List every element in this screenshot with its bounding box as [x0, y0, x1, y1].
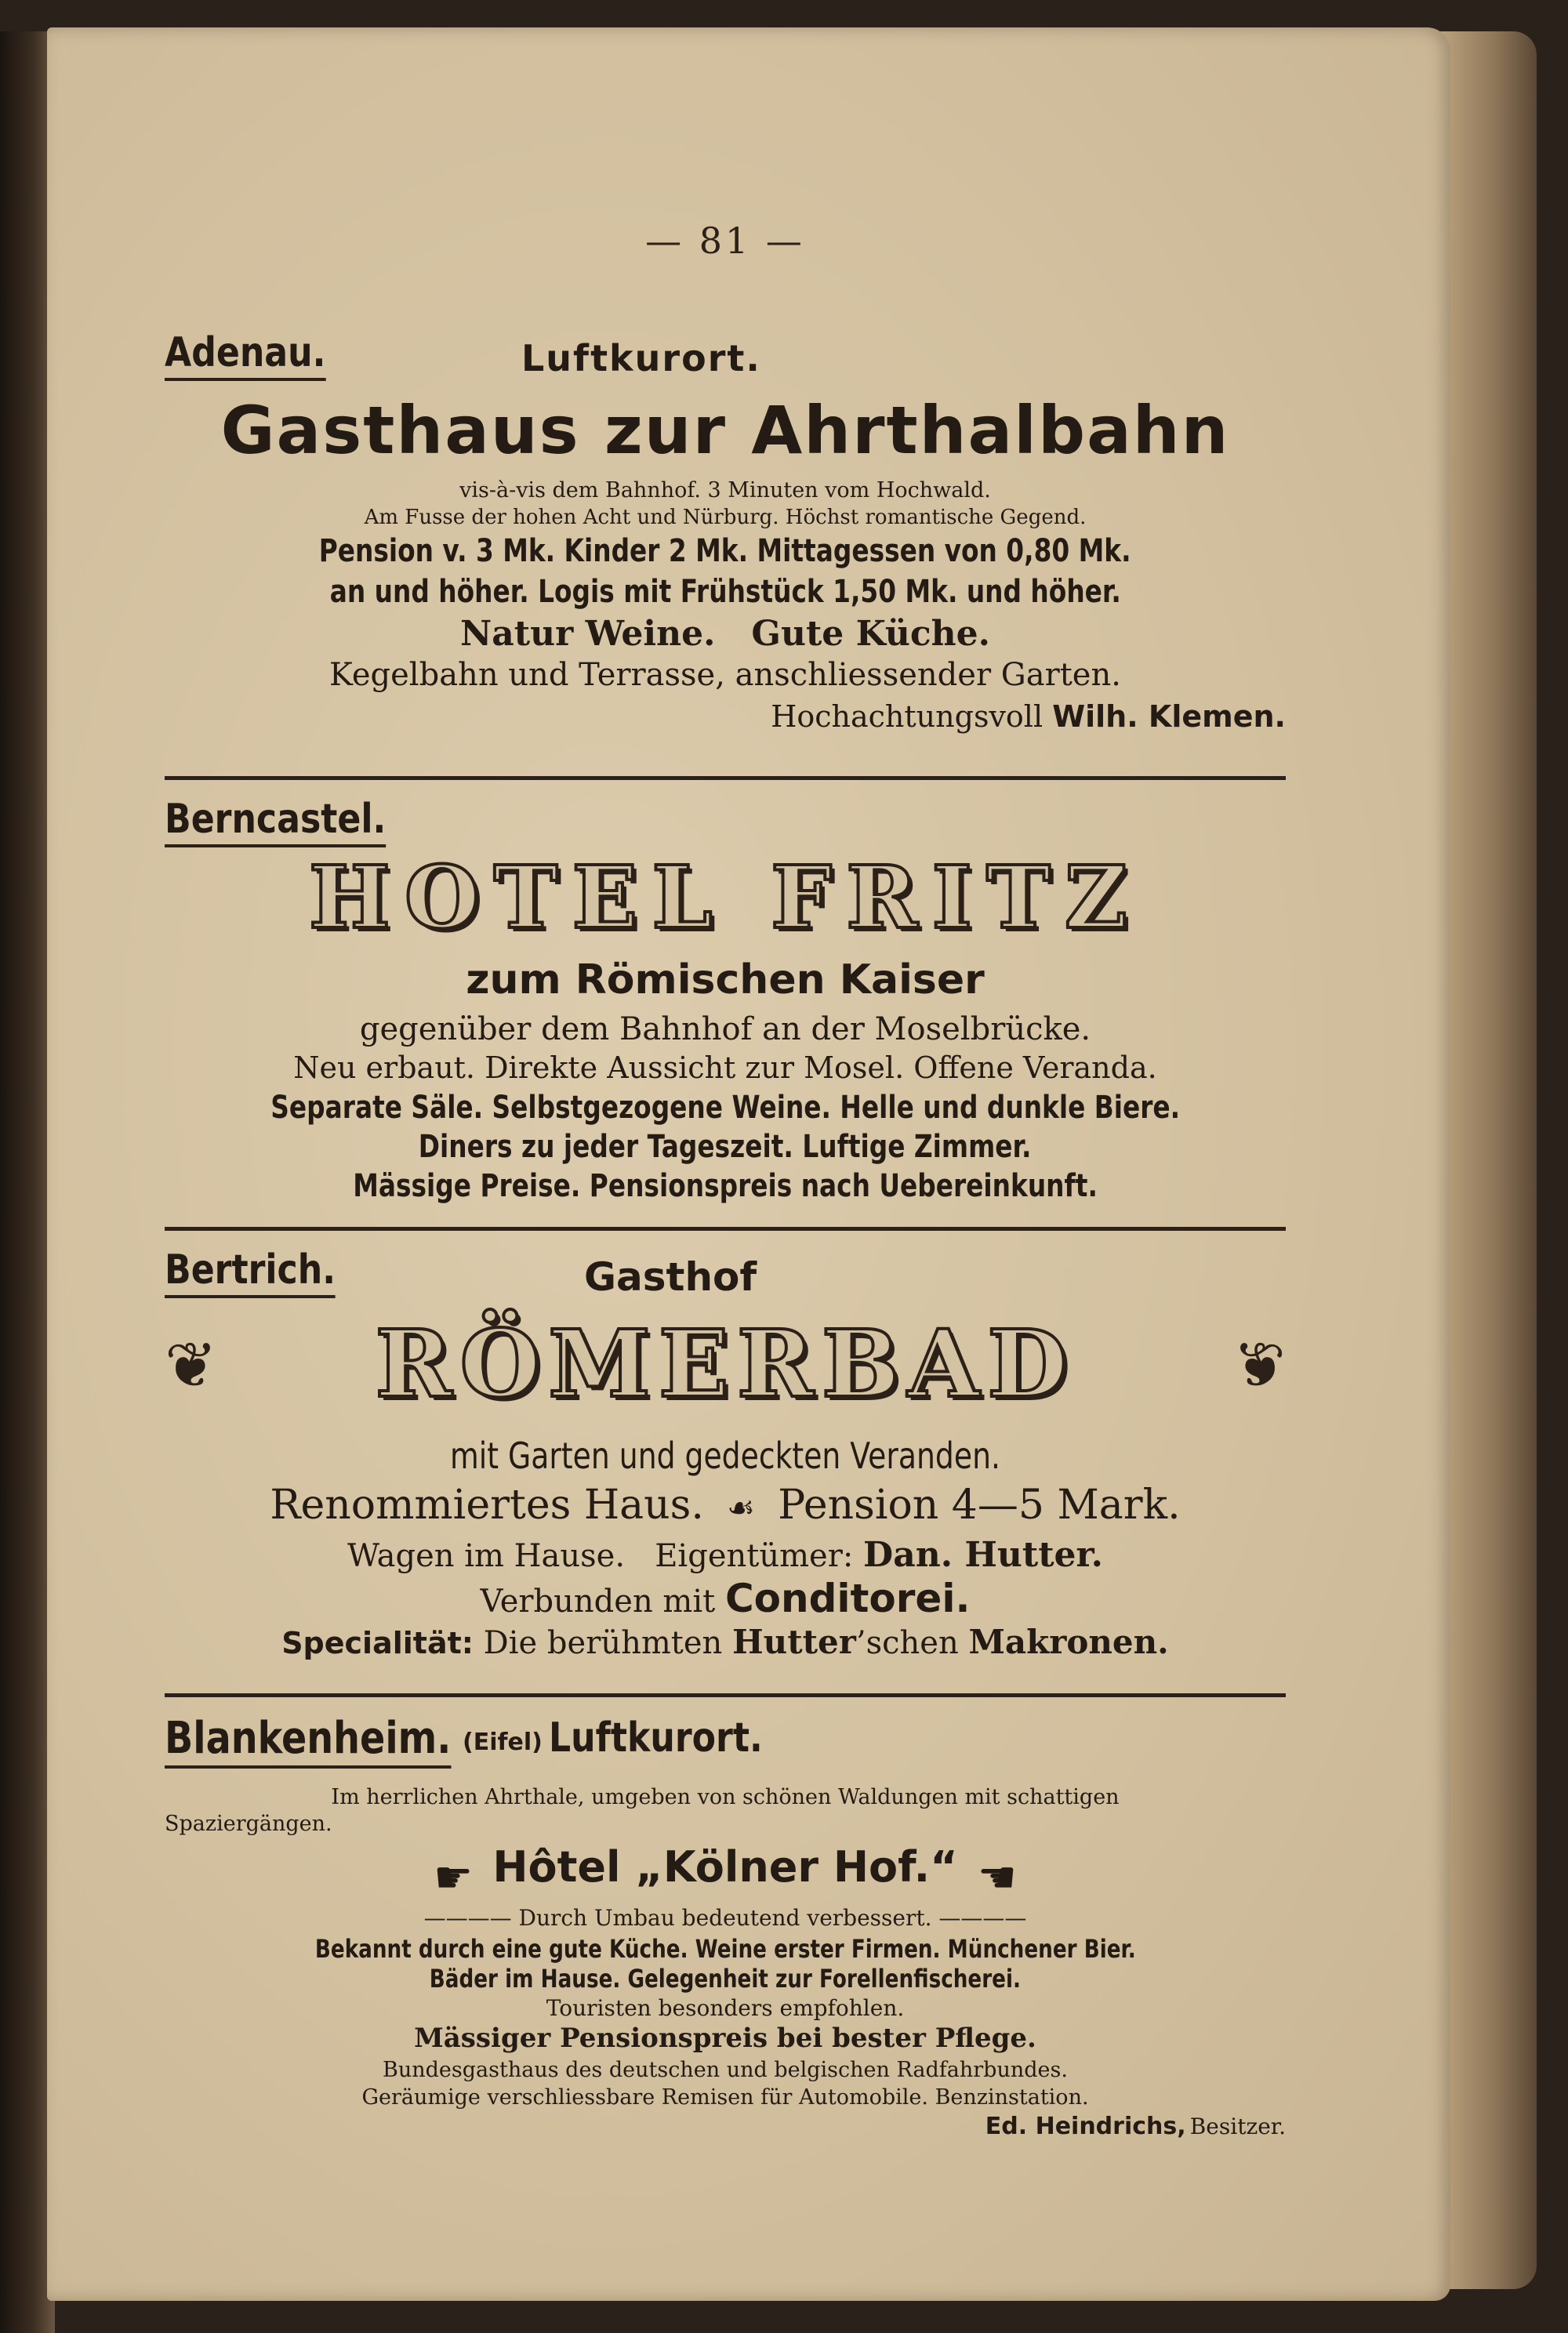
- ad-line: Eigentümer:: [655, 1538, 854, 1574]
- ad-signature: Wilh. Klemen.: [1052, 699, 1286, 734]
- divider: [165, 1227, 1286, 1231]
- divider: [165, 776, 1286, 780]
- ad-line: Neu erbaut. Direkte Aussicht zur Mosel. Offene Veranda.: [293, 1050, 1157, 1085]
- pointing-hand-right-icon: ☛: [434, 1852, 474, 1903]
- divider-dash: ————: [423, 1905, 519, 1931]
- ad-line: Am Fusse der hohen Acht und Nürburg. Höchst romantische Gegend.: [364, 506, 1087, 529]
- page-number: — 81 —: [645, 220, 805, 262]
- ad-line: gegenüber dem Bahnhof an der Moselbrücke.: [359, 1011, 1091, 1047]
- town-name: Adenau.: [165, 329, 325, 381]
- ad-subtitle: zum Römischen Kaiser: [466, 956, 985, 1003]
- leaf-ornament-icon: ☙: [717, 1490, 765, 1526]
- town-name: Blankenheim.: [165, 1713, 451, 1769]
- ad-line: mit Garten und gedeckten Veranden.: [450, 1435, 1000, 1477]
- ad-line: Touristen besonders empfohlen.: [546, 1995, 905, 2021]
- ad-title: Hôtel „Kölner Hof.“: [492, 1842, 958, 1892]
- ad-line: Conditorei.: [724, 1576, 971, 1621]
- ornament-right-icon: ❦: [1232, 1329, 1286, 1402]
- ad-line: vis-à-vis dem Bahnhof. 3 Minuten vom Hochwald.: [459, 478, 991, 503]
- ad-owner: Dan. Hutter.: [863, 1535, 1103, 1575]
- ad-line: Wagen im Hause.: [347, 1538, 626, 1574]
- ad-line: Specialität:: [281, 1626, 474, 1660]
- ad-line: Gute Küche.: [751, 614, 990, 654]
- ad-line: Diners zu jeder Tageszeit. Luftige Zimmer.: [419, 1129, 1032, 1165]
- ad-line: Mässiger Pensionspreis bei bester Pflege.: [414, 2023, 1036, 2054]
- pointing-hand-left-icon: ☚: [977, 1852, 1017, 1903]
- ad-line: Bundesgasthaus des deutschen und belgischen Radfahrbundes.: [383, 2058, 1068, 2082]
- ad-signature: Ed. Heindrichs,: [985, 2113, 1186, 2140]
- ad-tagline: Gasthof: [584, 1254, 757, 1300]
- ad-tagline: Luftkurort.: [521, 337, 761, 379]
- ad-line: an und höher. Logis mit Frühstück 1,50 Mk. und höher.: [329, 574, 1121, 610]
- ad-line: Mässige Preise. Pensionspreis nach Uebereinkunft.: [353, 1168, 1098, 1204]
- ad-title: RÖMERBAD: [375, 1309, 1076, 1418]
- ad-line: Pension 4—5 Mark.: [778, 1482, 1181, 1529]
- ad-line: Natur Weine.: [460, 614, 716, 654]
- ad-title: HOTEL FRITZ: [308, 847, 1142, 948]
- ad-line: Die berühmten: [483, 1625, 723, 1661]
- ad-line: Separate Säle. Selbstgezogene Weine. Helle und dunkle Biere.: [270, 1090, 1180, 1126]
- ad-signature-title: Besitzer.: [1189, 2113, 1286, 2139]
- ad-line: Renommiertes Haus.: [270, 1482, 704, 1529]
- ad-line: Durch Umbau bedeutend verbessert.: [518, 1905, 932, 1931]
- divider: [165, 1693, 1286, 1697]
- ad-line: ’schen: [855, 1625, 959, 1661]
- ad-region: (Eifel): [463, 1729, 543, 1756]
- ad-line: Pension v. 3 Mk. Kinder 2 Mk. Mittagessen von 0,80 Mk.: [319, 533, 1131, 569]
- town-name: Berncastel.: [165, 796, 386, 847]
- ad-line: Hutter: [732, 1623, 856, 1661]
- ad-line: Makronen.: [968, 1623, 1169, 1661]
- ad-line: Geräumige verschliessbare Remisen für Automobile. Benzinstation.: [361, 2085, 1089, 2110]
- ad-line: Verbunden mit: [480, 1584, 716, 1620]
- ad-line: Spaziergängen.: [165, 1812, 332, 1836]
- ad-line: Im herrlichen Ahrthale, umgeben von schönen Waldungen mit schattigen: [331, 1785, 1120, 1809]
- ad-line: Kegelbahn und Terrasse, anschliessender Garten.: [329, 657, 1121, 693]
- book-page: [47, 27, 1450, 2301]
- ad-line: Bäder im Hause. Gelegenheit zur Forellenfischerei.: [429, 1964, 1022, 1994]
- ad-title: Gasthaus zur Ahrthalbahn: [220, 392, 1230, 469]
- town-name: Bertrich.: [165, 1246, 336, 1298]
- ad-tagline: Luftkurort.: [549, 1714, 763, 1762]
- ad-line: Bekannt durch eine gute Küche. Weine erster Firmen. Münchener Bier.: [314, 1934, 1136, 1964]
- divider-dash: ————: [931, 1905, 1027, 1931]
- ad-signature-prefix: Hochachtungsvoll: [771, 699, 1044, 734]
- ornament-left-icon: ❦: [165, 1329, 218, 1402]
